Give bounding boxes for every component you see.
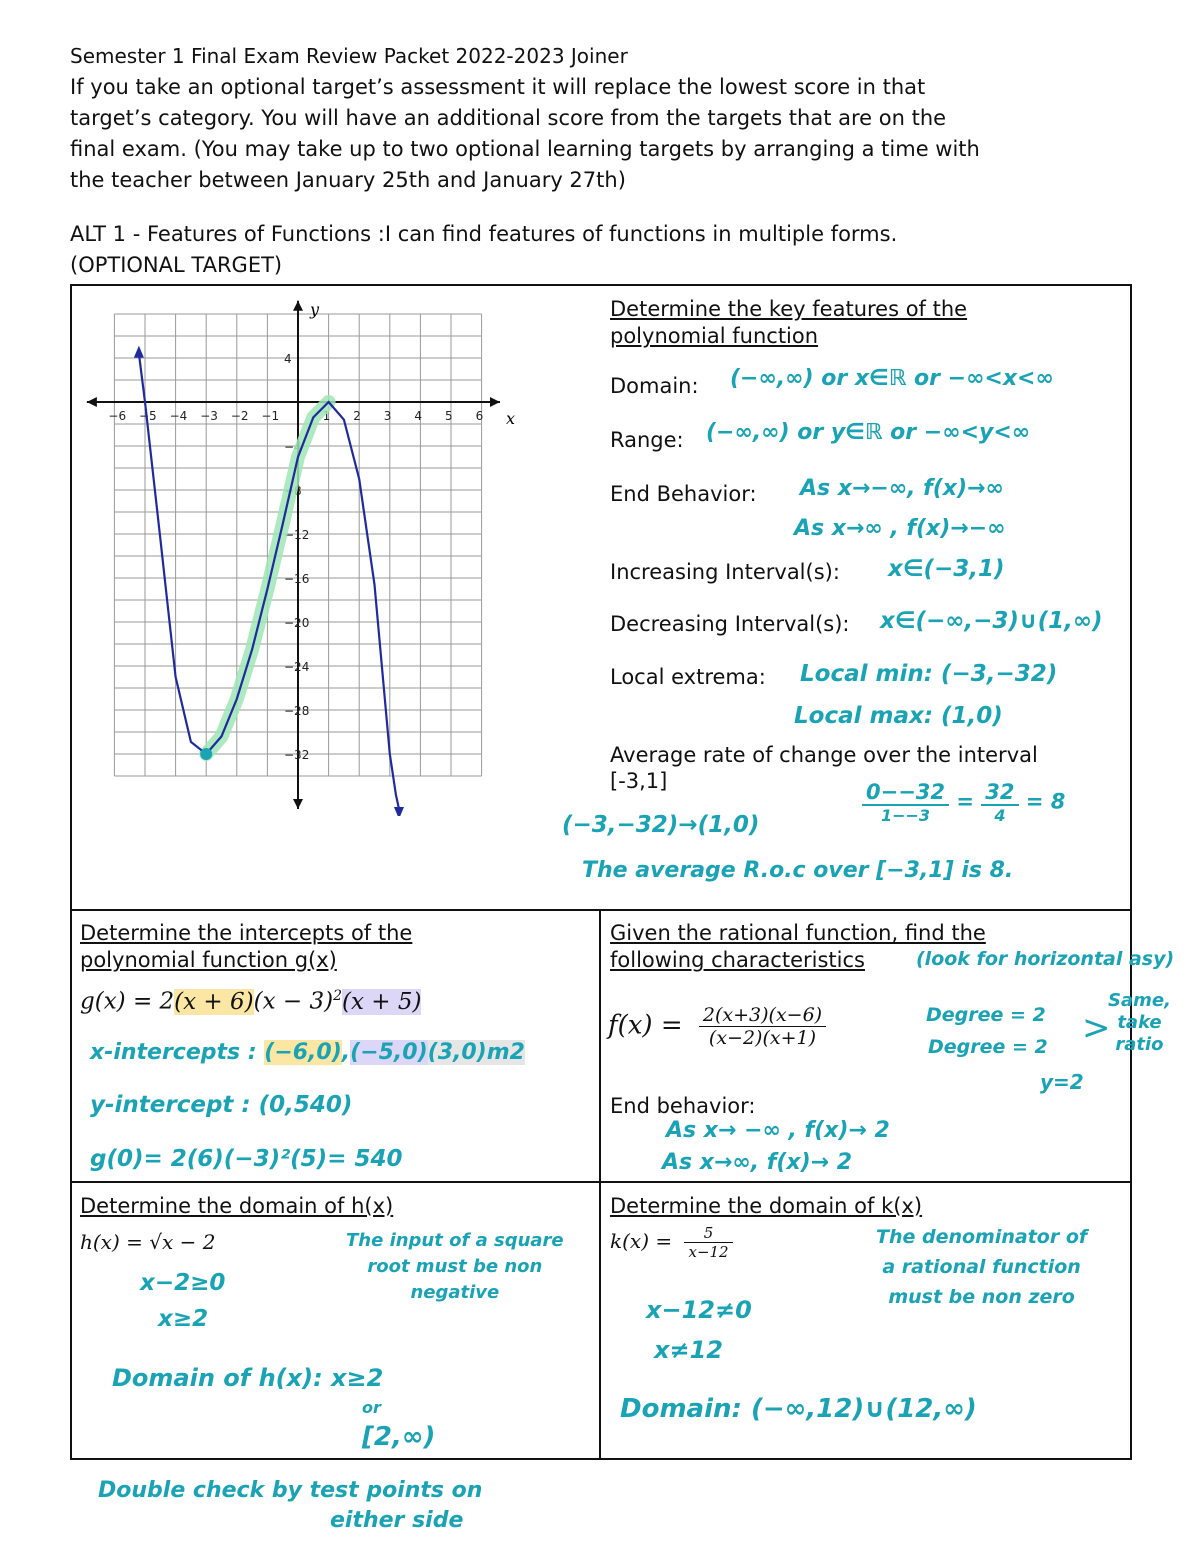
y-intercept-answer: y-intercept : (0,540) (90, 1092, 353, 1118)
key-features-heading: Determine the key features of the polynomial function (610, 297, 968, 348)
optional-label: (OPTIONAL TARGET) (70, 253, 283, 277)
rational-heading: Given the rational function, find the following characteristics (610, 921, 986, 972)
x-intercepts-answer: x-intercepts : (−6,0),(−5,0)(3,0)m2 (90, 1040, 525, 1065)
axis-arrow (490, 397, 500, 407)
y-tick-label: 4 (284, 352, 292, 366)
increasing-answer: x∈(−3,1) (888, 556, 1005, 582)
asymptote-answer: y=2 (1040, 1070, 1084, 1094)
k-work: x≠12 (654, 1336, 723, 1364)
extrema-label: Local extrema: (610, 665, 766, 689)
range-answer: (−∞,∞) or y∈ℝ or −∞<y<∞ (706, 420, 1031, 445)
domain-h-heading: Determine the domain of h(x) (80, 1194, 394, 1218)
y-tick-label: −20 (284, 616, 310, 630)
domain-answer: (−∞,∞) or x∈ℝ or −∞<x<∞ (730, 366, 1054, 391)
rational-end-answer: As x→ −∞ , f(x)→ 2 (666, 1118, 890, 1143)
intercepts-heading: Determine the intercepts of the polynomial function g(x) (80, 921, 413, 972)
degree-denominator: Degree = 2 (928, 1036, 1048, 1058)
local-min-point (200, 748, 212, 760)
local-min-answer: Local min: (−3,−32) (800, 661, 1058, 687)
y-tick-label: −24 (284, 660, 310, 674)
end-behavior-answer: As x→−∞, f(x)→∞ (800, 476, 1004, 501)
arc-calculation: $\frac{0--32}{1--3}$ = $\frac{32}{4}$ = 8 (862, 780, 1065, 825)
intro-line: target’s category. You will have an additional score from the targets that are on the (70, 106, 947, 130)
g-zero-calculation: g(0)= 2(6)(−3)²(5)= 540 (90, 1146, 403, 1172)
footer-note: either side (330, 1508, 464, 1533)
intro-paragraph (70, 72, 1150, 196)
degree-numerator: Degree = 2 (926, 1004, 1046, 1026)
x-tick-label: 4 (414, 409, 423, 423)
x-tick-label: −2 (230, 409, 249, 423)
y-tick-label: −4 (284, 440, 302, 454)
intro-line: the teacher between January 25th and January 27th) (70, 168, 626, 192)
y-tick-label: −16 (284, 572, 310, 586)
end-behavior-label: End Behavior: (610, 482, 757, 506)
h-work: x−2≥0 (140, 1270, 226, 1296)
g-function: $g(x) = 2(x + 6)(x - 3)^2(x + 5)$ (80, 988, 422, 1015)
h-function: h(x) = √x − 2 (80, 1230, 216, 1254)
domain-label: Domain: (610, 374, 699, 398)
or-label: or (362, 1398, 381, 1417)
h-note: The input of a square root must be non negative (346, 1230, 564, 1303)
x-tick-label: −4 (169, 409, 188, 423)
decreasing-label: Decreasing Interval(s): (610, 612, 850, 636)
rational-end-label: End behavior: (610, 1094, 756, 1118)
x-axis-label: x (505, 409, 515, 428)
domain-k-heading: Determine the domain of k(x) (610, 1194, 923, 1218)
x-tick-label: −1 (261, 409, 280, 423)
decreasing-answer: x∈(−∞,−3)∪(1,∞) (880, 608, 1103, 634)
axis-arrow (293, 799, 303, 809)
page-title: Semester 1 Final Exam Review Packet 2022-2023 Joiner (70, 44, 628, 68)
increasing-label: Increasing Interval(s): (610, 560, 840, 584)
k-function: k(x) = $\frac{5}{x-12}$ (610, 1224, 733, 1261)
y-tick-label: −12 (284, 528, 310, 542)
h-work: x≥2 (158, 1306, 209, 1332)
x-tick-label: −3 (200, 409, 218, 423)
graph-tick-labels (108, 352, 483, 762)
x-tick-label: −5 (139, 409, 157, 423)
domain-h-interval: [2,∞) (362, 1422, 436, 1452)
rational-end-answer: As x→∞, f(x)→ 2 (662, 1150, 853, 1175)
x-tick-label: 3 (383, 409, 392, 423)
intro-line: If you take an optional target’s assessment it will replace the lowest score in that (70, 75, 926, 99)
table-divider (70, 909, 1132, 911)
y-tick-label: −28 (284, 704, 310, 718)
x-tick-label: 2 (353, 409, 361, 423)
x-tick-label: 1 (322, 409, 331, 423)
graph-axes (87, 301, 500, 816)
y-tick-label: −32 (284, 748, 310, 762)
domain-k-answer: Domain: (−∞,12)∪(12,∞) (620, 1394, 977, 1424)
y-tick-label: −8 (284, 484, 302, 498)
x-tick-label: 6 (475, 409, 484, 423)
y-axis-label: y (310, 299, 320, 319)
footer-note: Double check by test points on (98, 1478, 483, 1503)
rational-note: (look for horizontal asy) (916, 948, 1175, 970)
alt-heading: ALT 1 - Features of Functions :I can find features of functions in multiple forms. (70, 222, 898, 246)
degree-brace: > (1082, 1008, 1111, 1048)
end-behavior-answer: As x→∞ , f(x)→−∞ (794, 516, 1006, 541)
arc-conclusion: The average R.o.c over [−3,1] is 8. (582, 858, 1014, 883)
axis-arrow (293, 301, 303, 311)
same-take-ratio-note: Same, take ratio (1108, 990, 1171, 1055)
arc-label: Average rate of change over the interval [-3,1] (610, 743, 1038, 793)
arc-points: (−3,−32)→(1,0) (562, 812, 760, 838)
range-label: Range: (610, 428, 684, 452)
x-tick-label: 5 (445, 409, 453, 423)
k-work: x−12≠0 (646, 1296, 752, 1324)
intro-line: final exam. (You may take up to two optional learning targets by arranging a time with (70, 137, 980, 161)
f-function: f(x) = $\frac{2(x+3)(x-6)}{(x-2)(x+1)}$ (608, 1004, 826, 1049)
axis-arrow (87, 397, 97, 407)
x-tick-label: −6 (108, 409, 127, 423)
k-note: The denominator of a rational function must be non zero (876, 1226, 1088, 1308)
local-max-answer: Local max: (1,0) (794, 703, 1003, 729)
domain-h-answer: Domain of h(x): x≥2 (112, 1364, 384, 1392)
table-divider (599, 909, 601, 1460)
polynomial-graph (82, 296, 532, 816)
table-divider (70, 1181, 1132, 1183)
